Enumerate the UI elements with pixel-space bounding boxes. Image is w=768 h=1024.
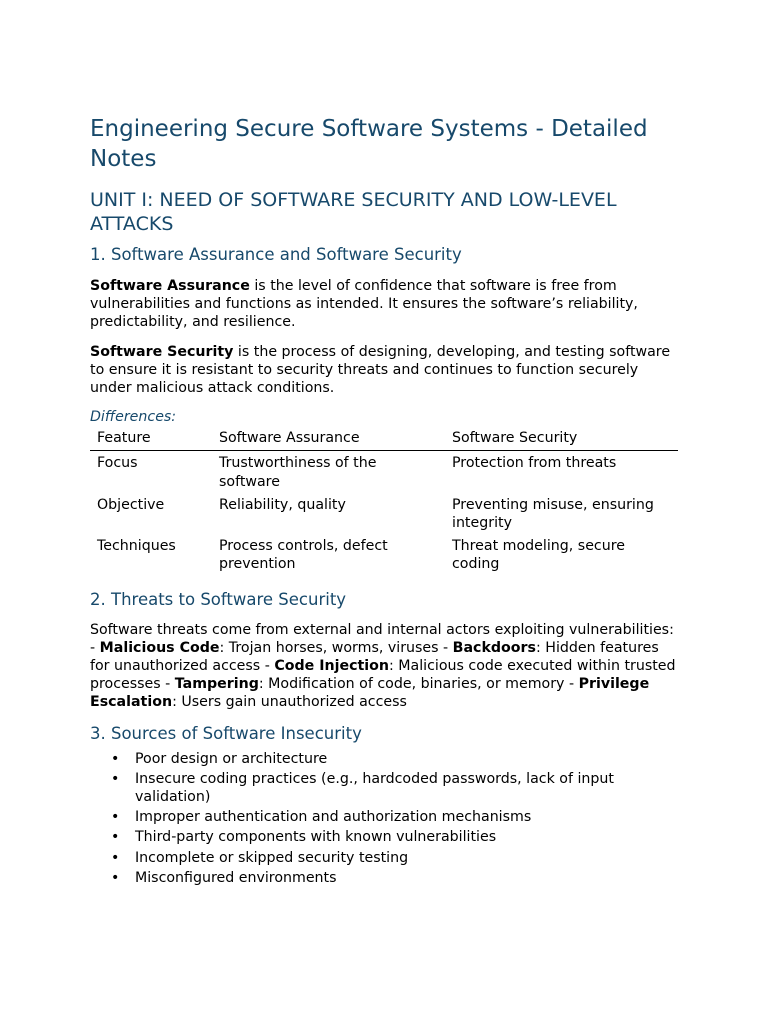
threat-description: : Malicious code executed within trusted processes - (90, 658, 676, 693)
list-item (111, 869, 680, 887)
table-cell: Trustworthiness of the software (219, 455, 377, 490)
document-content (90, 114, 680, 889)
software-security-paragraph (90, 343, 680, 398)
software-assurance-text: is the level of confidence that software is free from vulnerabilities and functions as intended. It ensures the software’s reliability, predictability, and resilience. (90, 278, 638, 331)
threat-term: Malicious Code (99, 639, 220, 656)
table-cell: Threat modeling, secure coding (452, 538, 625, 573)
bullet-icon: • (111, 750, 120, 767)
table-caption: Differences: (90, 409, 177, 426)
table-cell: Techniques (97, 538, 176, 555)
threat-term: Tampering (174, 676, 259, 693)
table-row (90, 451, 678, 493)
list-item (111, 808, 680, 826)
table-header-row (90, 429, 678, 451)
differences-table (90, 429, 678, 575)
list-item-text: Improper authentication and authorization mechanisms (135, 809, 532, 826)
threat-term: Privilege Escalation (90, 676, 650, 711)
list-item-text: Incomplete or skipped security testing (135, 849, 409, 866)
list-item-text: Poor design or architecture (135, 750, 328, 767)
list-item (111, 828, 680, 846)
table-header-cell: Software Security (445, 429, 678, 451)
unit-heading: UNIT I: NEED OF SOFTWARE SECURITY AND LOW-LEVEL ATTACKS (90, 189, 617, 235)
table-header-cell: Software Assurance (212, 429, 445, 451)
insecurity-sources-list (90, 750, 680, 887)
threat-term: Code Injection (274, 658, 389, 675)
threats-intro: Software threats come from external and internal actors exploiting vulnerabilities: - (90, 621, 674, 656)
bullet-icon: • (111, 869, 120, 886)
table-cell: Reliability, quality (219, 496, 346, 513)
section-3-heading: 3. Sources of Software Insecurity (90, 723, 362, 743)
table-header-cell: Feature (90, 429, 212, 451)
table-cell: Protection from threats (452, 455, 617, 472)
bullet-icon: • (111, 829, 120, 846)
software-assurance-paragraph (90, 277, 680, 332)
list-item (111, 849, 680, 867)
threat-description: : Modification of code, binaries, or memory - (258, 676, 579, 693)
software-security-term: Software Security (90, 343, 234, 360)
software-assurance-term: Software Assurance (90, 278, 250, 294)
list-item (111, 770, 680, 806)
table-row (90, 493, 678, 534)
list-item-text: Third-party components with known vulnerabilities (135, 829, 497, 846)
threat-description: : Users gain unauthorized access (172, 694, 407, 711)
table-cell: Process controls, defect prevention (219, 538, 388, 573)
bullet-icon: • (111, 770, 120, 787)
bullet-icon: • (111, 849, 120, 866)
document-title: Engineering Secure Software Systems - Detailed Notes (90, 116, 648, 172)
table-cell: Preventing misuse, ensuring integrity (452, 496, 654, 532)
software-security-text: is the process of designing, developing, and testing software to ensure it is resistant to security threats and continues to function securely under malicious attack conditions. (90, 343, 671, 397)
table-row (90, 534, 678, 575)
threat-description: : Hidden features for unauthorized access - (90, 639, 659, 675)
section-2-heading: 2. Threats to Software Security (90, 589, 347, 609)
threat-term: Backdoors (452, 639, 536, 656)
list-item-text: Insecure coding practices (e.g., hardcoded passwords, lack of input validation) (135, 770, 614, 806)
table-cell: Focus (97, 455, 138, 472)
threat-description: : Trojan horses, worms, viruses - (219, 639, 453, 656)
bullet-icon: • (111, 809, 120, 826)
threats-paragraph (90, 621, 680, 712)
table-cell: Objective (97, 496, 165, 513)
list-item-text: Misconfigured environments (135, 869, 337, 886)
list-item (111, 750, 680, 768)
section-1-heading: 1. Software Assurance and Software Security (90, 245, 462, 264)
